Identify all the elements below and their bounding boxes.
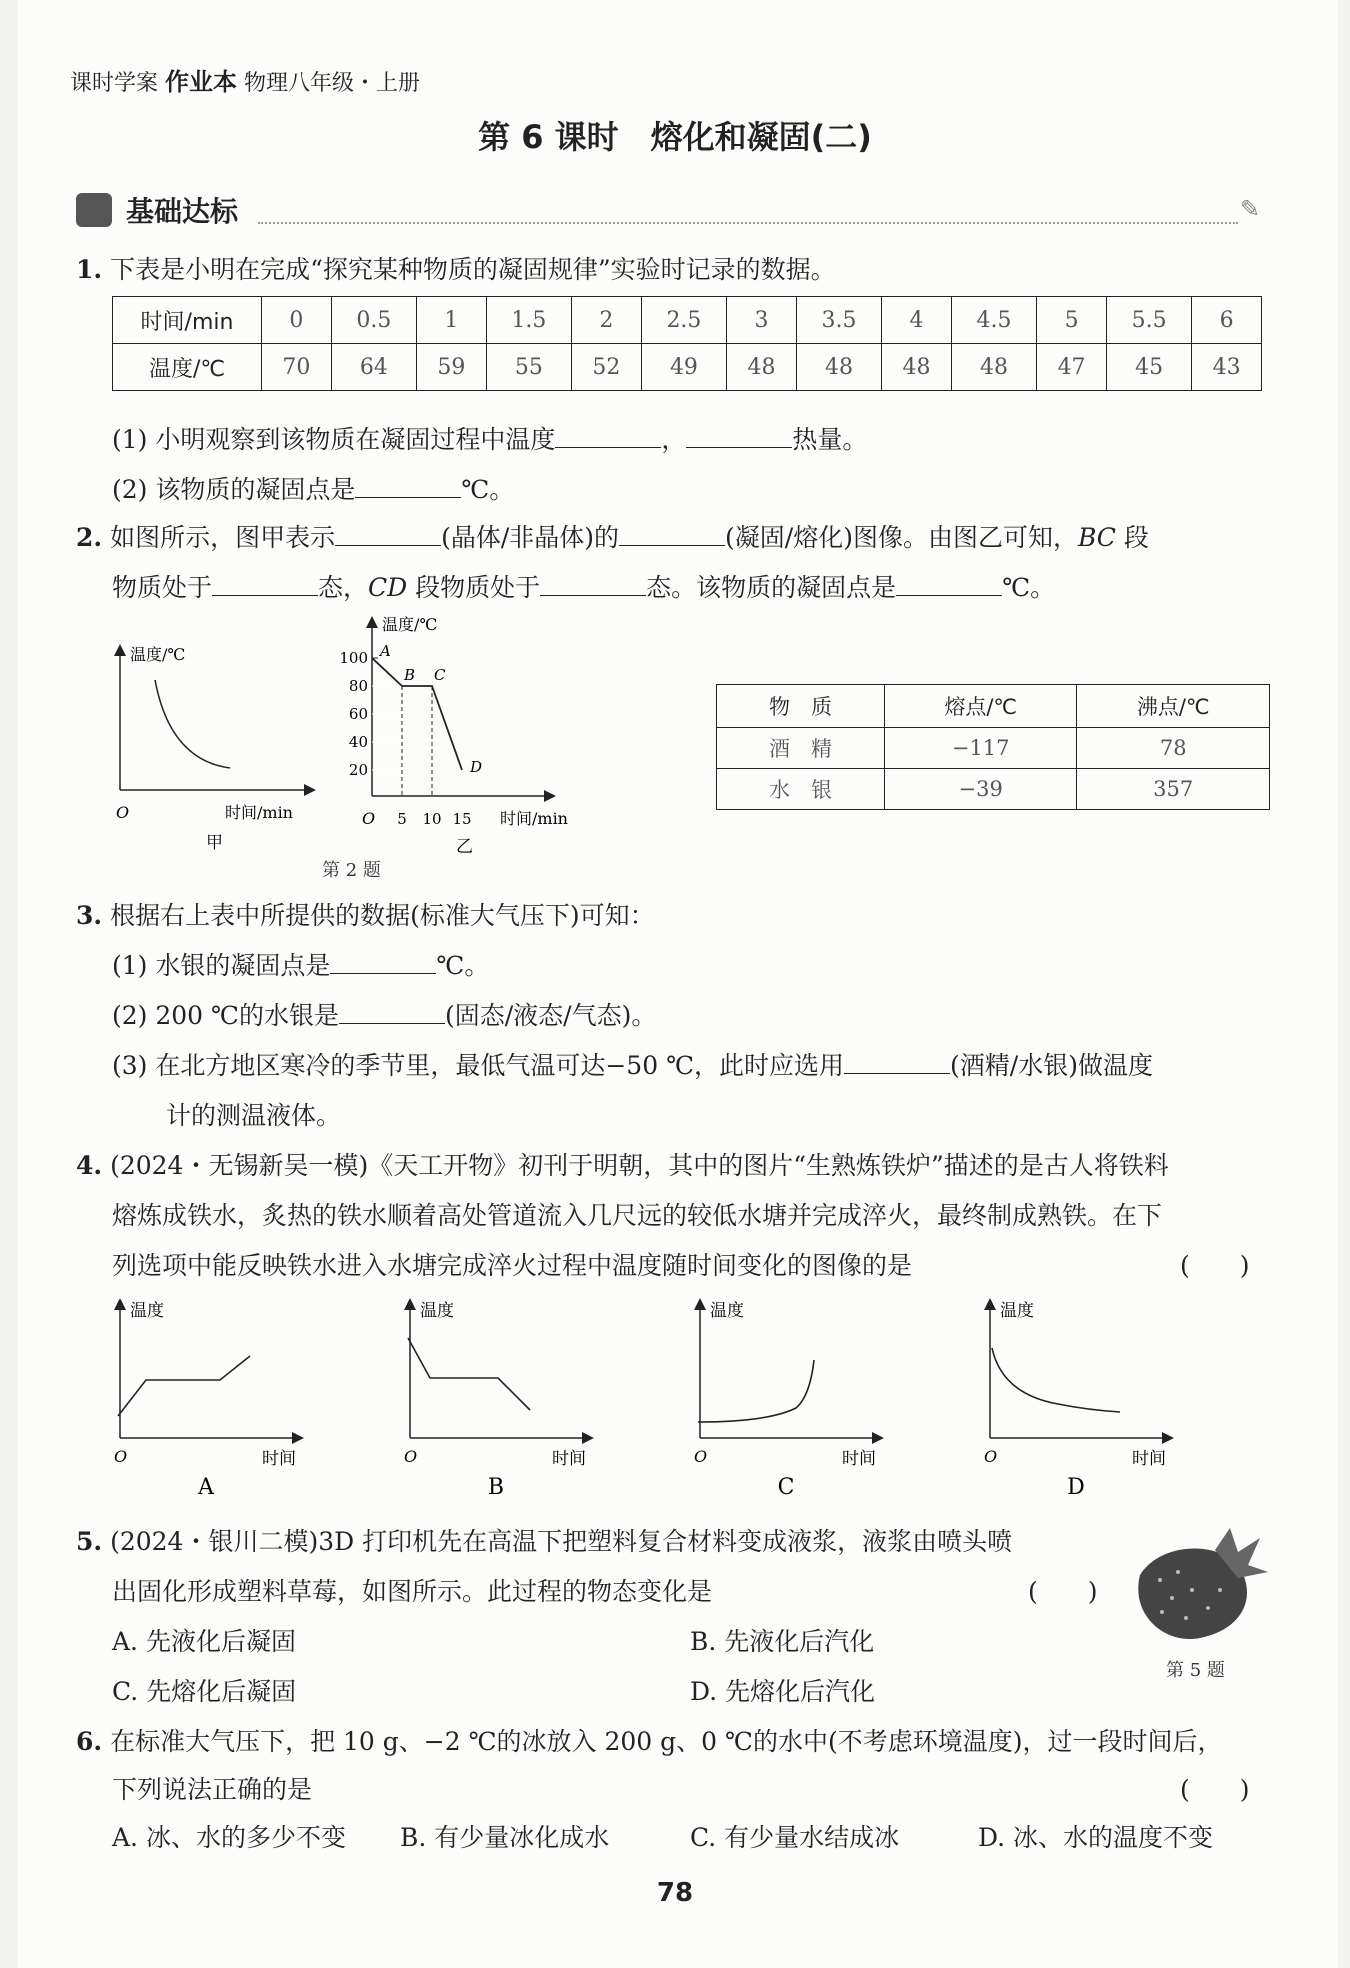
time-cell: 2.5 [641,297,726,344]
x-label: 时间/min [225,803,293,822]
q6-number: 6. [76,1727,103,1756]
q2-text: (凝固/熔化)图像。由图乙可知， [725,523,1078,552]
x-tick-label: 10 [422,810,442,828]
figure-jia [90,630,330,860]
q4-line3: 列选项中能反映铁水进入水塘完成淬火过程中温度随时间变化的图像的是 [112,1251,913,1280]
x-label: 时间 [262,1449,296,1469]
origin-label: O [116,803,130,822]
y-label: 温度 [130,1301,164,1321]
q3-text: ℃。 [436,951,490,980]
q3-sub1 [112,946,489,982]
lesson-title: 第 6 课时 熔化和凝固(二) [478,118,872,156]
mp-cell: 酒 精 [717,728,885,769]
y-label: 温度/℃ [130,645,186,664]
x-label: 时间/min [500,809,568,828]
q2-number: 2. [76,523,103,552]
time-cell: 0 [262,297,332,344]
cooling-curve [155,680,230,768]
option-d[interactable]: D. 先熔化后汽化 [690,1677,876,1706]
temperature-curve [698,1360,814,1422]
q3-sub2 [112,996,656,1032]
mp-cell: 水 银 [717,769,885,810]
y-label: 温度/℃ [382,616,438,634]
q4-text: (2024・无锡新吴一模)《天工开物》初刊于明朝，其中的图片“生熟炼铁炉”描述的是古人将铁料 [110,1151,1169,1180]
q1-sub1-end: 热量。 [792,425,868,454]
time-header: 时间/min [113,297,262,344]
q2-line1 [76,518,1149,554]
x-tick-label: 15 [452,810,472,828]
origin-label: O [404,1447,418,1466]
x-label: 时间 [842,1449,876,1469]
q5-figure-caption: 第 5 题 [1166,1660,1225,1681]
answer-blank[interactable] [844,1053,950,1074]
q2-text: ℃。 [1002,573,1056,602]
time-cell: 4 [882,297,952,344]
answer-paren[interactable]: ( ) [1180,1775,1250,1804]
option-b[interactable]: B. 有少量冰化成水 [400,1823,610,1852]
origin-label: O [694,1447,708,1466]
running-header [70,62,420,97]
temp-cell: 48 [951,344,1036,391]
mp-header: 物 质 [717,685,885,728]
option-graph-d [978,1298,1178,1502]
q6-line1 [76,1722,1222,1758]
q3-text: 根据右上表中所提供的数据(标准大气压下)可知： [110,901,655,930]
answer-blank[interactable] [540,575,646,596]
q1-sub1 [112,420,867,456]
answer-blank[interactable] [896,575,1002,596]
q4-number: 4. [76,1151,103,1180]
temp-cell: 48 [727,344,797,391]
q2-figure-caption: 第 2 题 [322,860,381,881]
series-name: 课时学案 [70,71,159,96]
temp-cell: 59 [417,344,487,391]
answer-blank[interactable] [619,525,725,546]
section-heading [76,190,238,230]
subject-name: 物理八年级・上册 [244,71,421,96]
answer-blank[interactable] [686,427,792,448]
q3-stem [76,896,655,932]
y-label: 温度 [1000,1301,1034,1321]
temperature-curve [118,1356,250,1416]
y-tick-label: 100 [339,649,368,667]
q4-line1 [76,1146,1169,1182]
book-icon [76,193,112,227]
point-d: D [470,758,483,776]
pencil-icon: ✎ [1240,195,1261,223]
point-b: B [404,666,416,684]
q4-line2: 熔炼成铁水，炙热的铁水顺着高处管道流入几尺远的较低水塘并完成淬火，最终制成熟铁。在下 [112,1201,1163,1230]
mp-cell: −39 [884,769,1077,810]
time-cell: 3.5 [796,297,881,344]
section-title: 基础达标 [126,195,239,228]
mp-cell: 78 [1077,728,1270,769]
origin-label: O [984,1447,998,1466]
q3-text: (酒精/水银)做温度 [950,1051,1153,1080]
mp-cell: 357 [1077,769,1270,810]
origin-label: O [362,809,376,828]
temp-header: 温度/℃ [113,344,262,391]
q1-sub1-comma: ， [661,425,687,454]
fig-caption: 乙 [456,837,473,857]
q1-number: 1. [76,255,103,284]
x-label: 时间 [1132,1449,1166,1469]
option-letter: D [1067,1475,1085,1500]
temp-cell: 52 [572,344,642,391]
temp-cell: 55 [486,344,571,391]
answer-blank[interactable] [555,427,661,448]
option-letter: B [487,1475,505,1500]
q3-text: (固态/液态/气态)。 [445,1001,657,1030]
segment-bc: BC [1077,523,1116,552]
q1-text: 下表是小明在完成“探究某种物质的凝固规律”实验时记录的数据。 [110,255,836,284]
x-label: 时间 [552,1449,586,1469]
q1-sub1-text: (1) 小明观察到该物质在凝固过程中温度 [112,425,556,454]
q2-text: 物质处于 [112,573,213,602]
temp-cell: 70 [262,344,332,391]
strawberry-image [1120,1520,1270,1650]
option-graph-a [108,1298,308,1502]
y-label: 温度 [420,1301,454,1321]
answer-blank[interactable] [330,953,436,974]
time-cell: 5 [1037,297,1107,344]
option-c[interactable]: C. 先熔化后凝固 [112,1677,297,1706]
section-divider [258,222,1238,224]
q2-text: 段 [1115,523,1149,552]
mp-header: 沸点/℃ [1077,685,1270,728]
answer-paren[interactable]: ( ) [1028,1577,1098,1606]
temp-cell: 48 [796,344,881,391]
q6-line2: 下列说法正确的是 [112,1775,313,1804]
time-cell: 6 [1192,297,1262,344]
answer-paren[interactable]: ( ) [1180,1251,1250,1280]
time-cell: 1 [417,297,487,344]
mp-header: 熔点/℃ [884,685,1077,728]
time-cell: 1.5 [486,297,571,344]
q2-text: 如图所示，图甲表示 [110,523,336,552]
q1-sub2 [112,470,514,506]
y-label: 温度 [710,1301,744,1321]
time-cell: 4.5 [951,297,1036,344]
option-letter: A [198,1475,214,1500]
temp-cell: 49 [641,344,726,391]
option-a[interactable]: A. 先液化后凝固 [112,1627,296,1656]
temperature-curve [992,1348,1120,1412]
q5-text: (2024・银川二模)3D 打印机先在高温下把塑料复合材料变成液浆，液浆由喷头喷 [110,1527,1013,1556]
page-number: 78 [656,1878,694,1908]
temp-cell: 47 [1037,344,1107,391]
y-tick-label: 20 [348,761,368,779]
melting-point-table [716,684,1270,810]
temp-cell: 43 [1192,344,1262,391]
point-a: A [380,642,391,660]
figure-yi [330,616,610,860]
temp-cell: 45 [1106,344,1191,391]
mp-cell: −117 [884,728,1077,769]
q5-number: 5. [76,1527,103,1556]
option-letter: C [777,1475,795,1500]
q5-line2: 出固化形成塑料草莓，如图所示。此过程的物态变化是 [112,1577,713,1606]
q1-sub2-end: ℃。 [461,475,515,504]
q1-sub2-text: (2) 该物质的凝固点是 [112,475,356,504]
q6-text: 在标准大气压下，把 10 g、−2 ℃的冰放入 200 g、0 ℃的水中(不考虑环境温度)，过一段时间后， [110,1727,1223,1756]
option-b[interactable]: B. 先液化后汽化 [690,1627,875,1656]
segment-cd: CD [368,573,408,602]
temp-cell: 48 [882,344,952,391]
fig-caption: 甲 [206,833,223,853]
q3-number: 3. [76,901,103,930]
q1-stem [76,250,836,286]
time-cell: 3 [727,297,797,344]
q3-text: (2) 200 ℃的水银是 [112,1001,339,1030]
option-a[interactable]: A. 冰、水的多少不变 [112,1823,346,1852]
option-d[interactable]: D. 冰、水的温度不变 [978,1823,1214,1852]
y-tick-label: 60 [348,705,368,723]
q2-text: 段物质处于 [407,573,541,602]
q2-text: (晶体/非晶体)的 [441,523,620,552]
option-graph-b [398,1298,598,1502]
answer-blank[interactable] [339,1003,445,1024]
time-cell: 0.5 [331,297,416,344]
time-cell: 2 [572,297,642,344]
book-name: 作业本 [165,68,238,96]
y-tick-label: 80 [348,677,368,695]
answer-blank[interactable] [335,525,441,546]
q2-line2 [112,568,1055,604]
point-c: C [434,666,446,684]
option-c[interactable]: C. 有少量水结成冰 [690,1823,900,1852]
option-graph-c [688,1298,888,1502]
q3-sub3-cont: 计的测温液体。 [166,1101,342,1130]
q3-sub3 [112,1046,1153,1082]
q3-text: (1) 水银的凝固点是 [112,951,331,980]
q3-text: (3) 在北方地区寒冷的季节里，最低气温可达−50 ℃，此时应选用 [112,1051,845,1080]
temperature-curve [408,1338,530,1410]
q2-text: 态， [318,573,369,602]
time-cell: 5.5 [1106,297,1191,344]
q1-data-table [112,296,1262,391]
temp-cell: 64 [331,344,416,391]
q5-line1 [76,1522,1012,1558]
q2-text: 态。该物质的凝固点是 [646,573,897,602]
y-tick-label: 40 [348,733,368,751]
answer-blank[interactable] [355,477,461,498]
origin-label: O [114,1447,128,1466]
answer-blank[interactable] [212,575,318,596]
x-tick-label: 5 [397,810,407,828]
